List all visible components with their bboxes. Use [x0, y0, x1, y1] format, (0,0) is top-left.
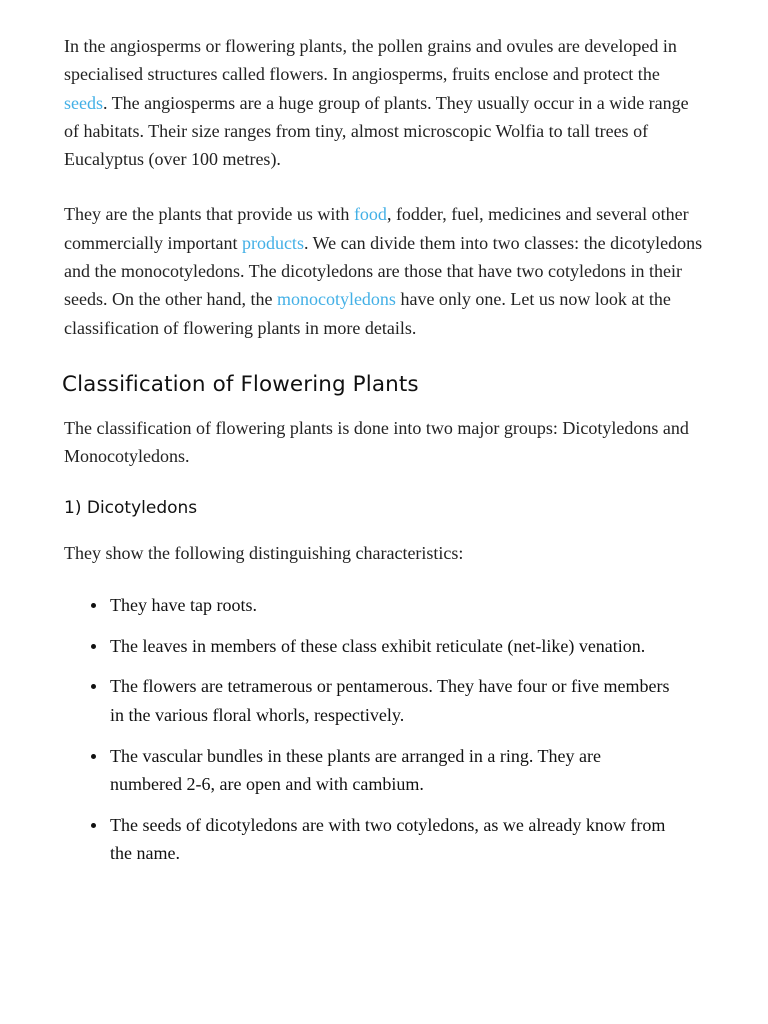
- list-item: [110, 811, 706, 868]
- bullet-icon: [91, 603, 96, 608]
- bullet-icon: [91, 684, 96, 689]
- bullet-icon: [91, 823, 96, 828]
- intro-paragraph-1-text-2: . The angiosperms are a huge group of plants. They usually occur in a wide range of habitats. Their size ranges from tiny, almost microscopic Wolfia to tall trees of Eucalyptus (over 100 metres).: [64, 92, 689, 170]
- bullet-icon: [91, 644, 96, 649]
- list-item: [110, 672, 706, 729]
- list-item-text: The flowers are tetramerous or pentamerous. They have four or five members in the various floral whorls, respectively.: [110, 676, 670, 725]
- intro-paragraph-2-text-4: have only one. Let us now look at the classification of flowering plants in more details.: [64, 289, 671, 338]
- list-item-text: The seeds of dicotyledons are with two cotyledons, as we already know from the name.: [110, 814, 666, 863]
- list-item-text: They have tap roots.: [110, 594, 257, 615]
- section-heading: Classification of Flowering Plants: [62, 371, 419, 397]
- monocotyledons-link[interactable]: monocotyledons: [276, 289, 396, 310]
- section-paragraph: The classification of flowering plants is done into two major groups: Dicotyledons and Monocotyledons.: [64, 417, 689, 467]
- list-item-text: The vascular bundles in these plants are arranged in a ring. They are numbered 2-6, are open and with cambium.: [110, 745, 601, 794]
- list-item-text: The leaves in members of these class exhibit reticulate (net-like) venation.: [110, 635, 646, 656]
- intro-paragraph-2: [64, 200, 706, 341]
- dicotyledons-intro: They show the following distinguishing characteristics:: [64, 542, 464, 563]
- intro-paragraph-2-text-3: . We can divide them into two classes: the dicotyledons and the monocotyledons. The dicotyledons are those that have two cotyledons in their seeds. On the other hand, the: [64, 232, 703, 310]
- intro-paragraph-2-text-2: , fodder, fuel, medicines and several other commercially important: [64, 204, 689, 253]
- food-link[interactable]: food: [353, 204, 387, 225]
- seeds-link[interactable]: seeds: [64, 92, 103, 113]
- intro-paragraph-1-text-1: In the angiosperms or flowering plants, the pollen grains and ovules are developed in specialised structures called flowers. In angiosperms, fruits enclose and protect the: [64, 36, 677, 85]
- intro-paragraph-2-text-1: They are the plants that provide us with: [64, 204, 354, 225]
- products-link[interactable]: products: [241, 232, 304, 253]
- dicotyledons-subheading: 1) Dicotyledons: [64, 497, 198, 518]
- list-item: [110, 591, 706, 619]
- list-item: [110, 742, 706, 799]
- characteristics-list: [64, 591, 706, 867]
- list-item: [110, 632, 706, 660]
- bullet-icon: [91, 754, 96, 759]
- intro-paragraph-1: [64, 32, 706, 173]
